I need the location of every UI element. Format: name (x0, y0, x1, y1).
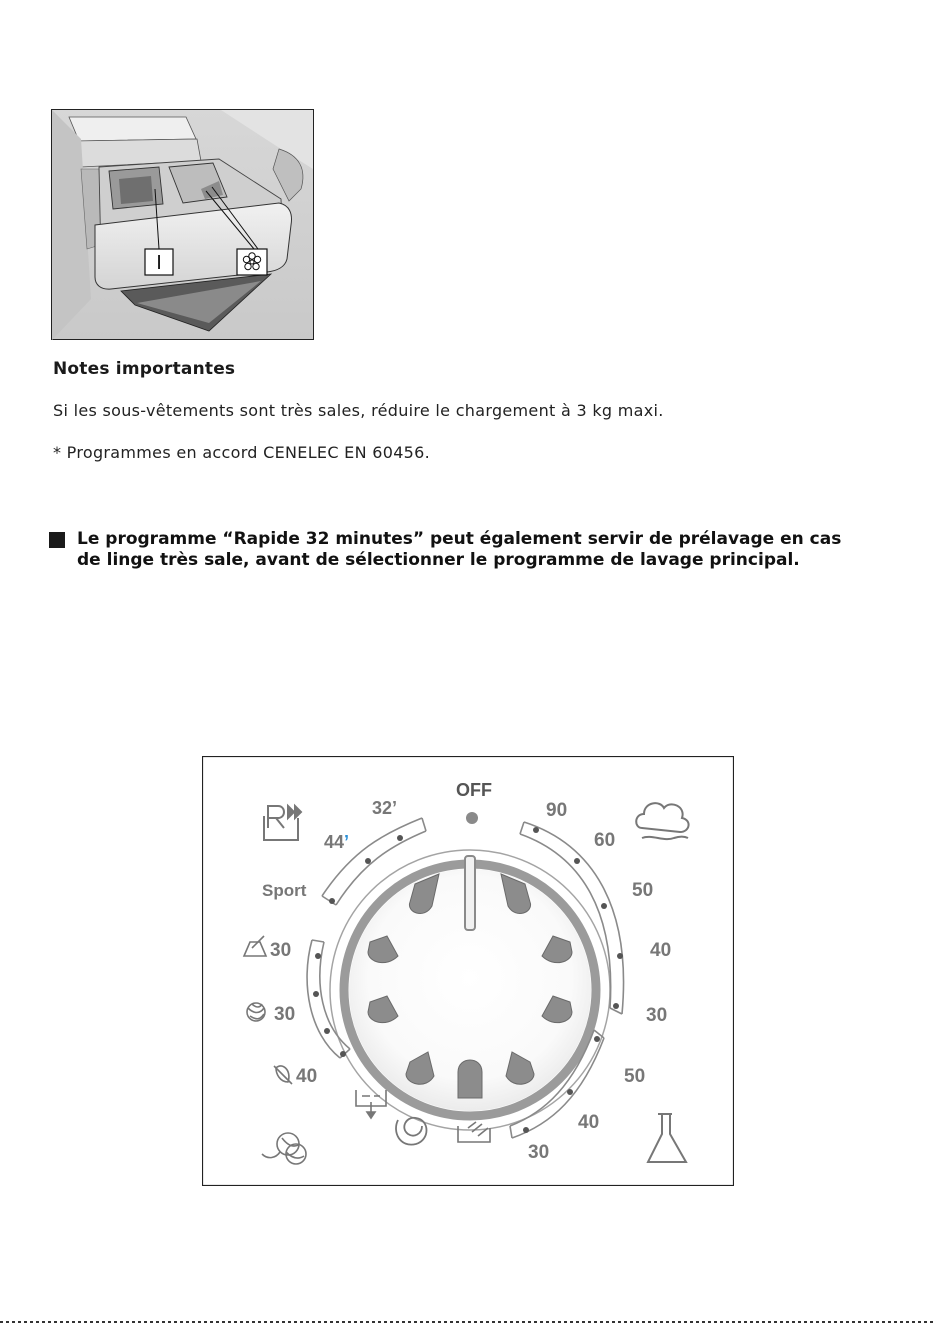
label-44-min: 44’ (324, 832, 350, 852)
label-sport: Sport (262, 881, 307, 900)
label-cotton-40: 40 (650, 940, 672, 961)
prewash-label-text: I (156, 252, 162, 274)
label-synthetic-40: 40 (578, 1112, 600, 1133)
label-wool-30: 30 (274, 1004, 296, 1025)
label-delicate-40: 40 (296, 1066, 318, 1087)
off-label: OFF (456, 780, 492, 800)
bottom-dashed-rule (0, 1321, 936, 1323)
label-cotton-60: 60 (594, 830, 616, 851)
bullet-square-icon (49, 532, 65, 548)
label-synthetic-30: 30 (528, 1142, 550, 1163)
notes-title: Notes importantes (53, 359, 236, 379)
detergent-drawer-illustration (51, 109, 314, 340)
label-easycare-30: 30 (270, 940, 292, 961)
rapid-program-line-1: Le programme “Rapide 32 minutes” peut également servir de prélavage en cas (77, 529, 842, 549)
label-cotton-30: 30 (646, 1005, 668, 1026)
off-dot (466, 812, 478, 824)
rapid-program-text (77, 529, 887, 571)
program-dial-panel (202, 756, 734, 1186)
rapid-program-line-2: de linge très sale, avant de sélectionner le programme de lavage principal. (77, 550, 800, 570)
softener-compartment-label (237, 249, 267, 275)
label-synthetic-50: 50 (624, 1066, 646, 1087)
label-32-min: 32’ (372, 798, 398, 818)
note-underwear-load: Si les sous-vêtements sont très sales, réduire le chargement à 3 kg maxi. (53, 401, 664, 420)
label-cotton-90: 90 (546, 800, 568, 821)
note-cenelec: * Programmes en accord CENELEC EN 60456. (53, 443, 431, 462)
label-cotton-50: 50 (632, 880, 654, 901)
prewash-compartment-label (145, 249, 173, 275)
